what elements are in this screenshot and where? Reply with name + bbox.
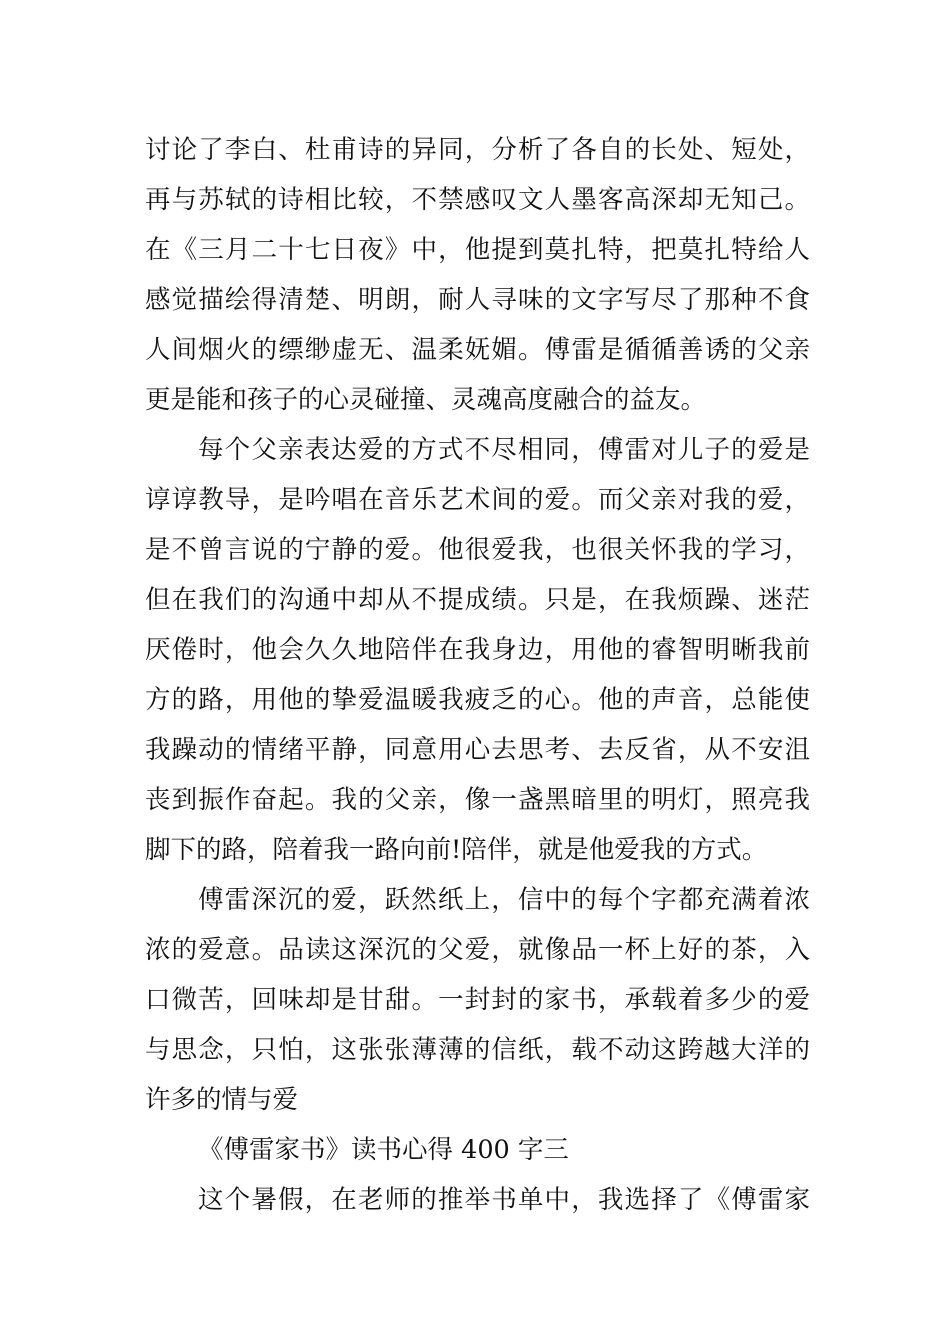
text-line: 与思念，只怕，这张张薄薄的信纸，载不动这跨越大洋的: [145, 1035, 810, 1065]
text-line: 口微苦，回味却是甘甜。一封封的家书，承载着多少的爱: [145, 985, 810, 1015]
text-line: 脚下的路，陪着我一路向前!陪伴，就是他爱我的方式。: [145, 835, 768, 865]
paragraph-start-line: 傅雷深沉的爱，跃然纸上，信中的每个字都充满着浓: [198, 885, 810, 915]
text-line: 谆谆教导，是吟唱在音乐艺术间的爱。而父亲对我的爱，: [145, 485, 810, 515]
paragraph-start-line: 这个暑假，在老师的推举书单中，我选择了《傅雷家: [198, 1185, 810, 1215]
text-line: 厌倦时，他会久久地陪伴在我身边，用他的睿智明晰我前: [145, 635, 810, 665]
document-body: [145, 125, 810, 1225]
text-line: 丧到振作奋起。我的父亲，像一盏黑暗里的明灯，照亮我: [145, 785, 810, 815]
text-line: 感觉描绘得清楚、明朗，耐人寻味的文字写尽了那种不食: [145, 285, 810, 315]
text-line: 再与苏轼的诗相比较，不禁感叹文人墨客高深却无知己。: [145, 185, 810, 215]
text-line: 是不曾言说的宁静的爱。他很爱我，也很关怀我的学习，: [145, 535, 810, 565]
text-line: 在《三月二十七日夜》中，他提到莫扎特，把莫扎特给人: [145, 235, 810, 265]
text-line: 浓的爱意。品读这深沉的父爱，就像品一杯上好的茶，入: [145, 935, 810, 965]
text-line: 更是能和孩子的心灵碰撞、灵魂高度融合的益友。: [145, 385, 707, 415]
paragraph-start-line: 每个父亲表达爱的方式不尽相同，傅雷对儿子的爱是: [198, 435, 810, 465]
text-line: 许多的情与爱: [145, 1085, 299, 1115]
text-line: 但在我们的沟通中却从不提成绩。只是，在我烦躁、迷茫: [145, 585, 810, 615]
text-line: 讨论了李白、杜甫诗的异同，分析了各自的长处、短处，: [145, 135, 810, 165]
text-line: 人间烟火的缥缈虚无、温柔妩媚。傅雷是循循善诱的父亲: [145, 335, 810, 365]
text-line: 方的路，用他的挚爱温暖我疲乏的心。他的声音，总能使: [145, 685, 810, 715]
section-heading: 《傅雷家书》读书心得 400 字三: [198, 1135, 569, 1165]
text-line: 我躁动的情绪平静，同意用心去思考、去反省，从不安沮: [145, 735, 810, 765]
